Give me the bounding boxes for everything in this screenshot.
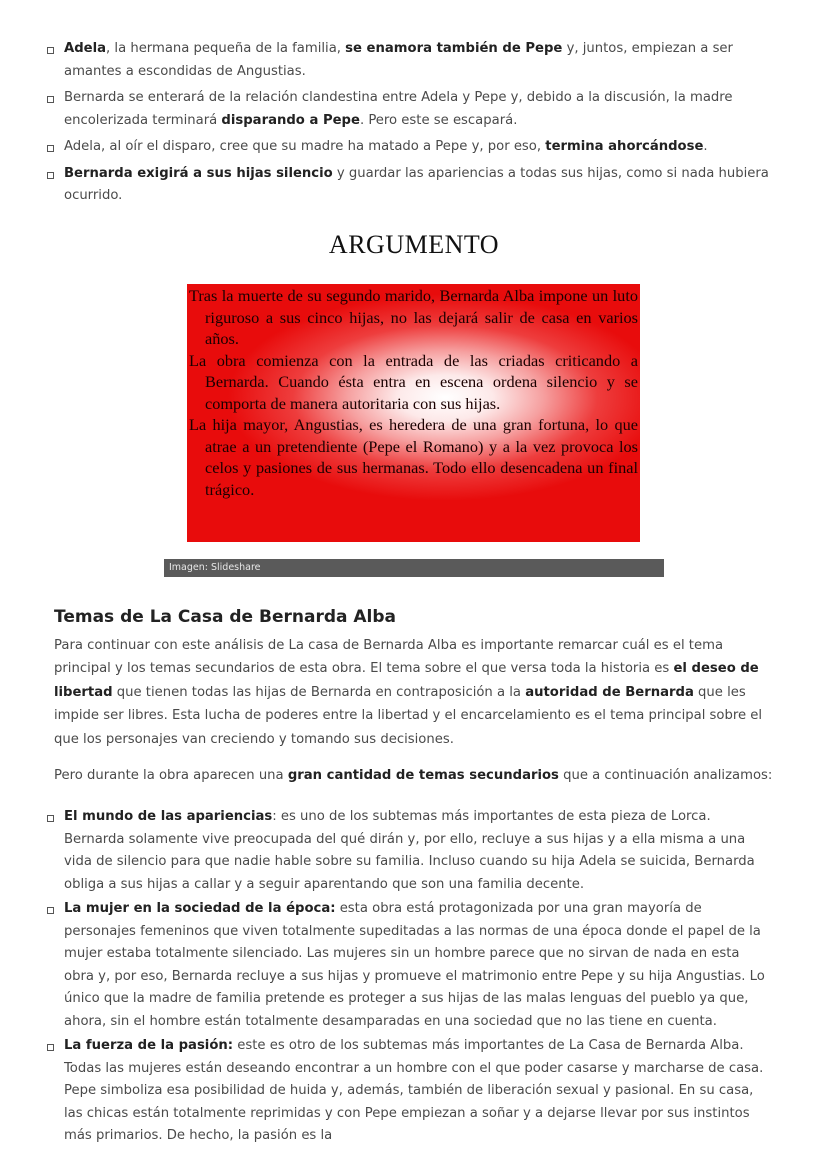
checkbox-bullet-icon [47, 47, 54, 54]
argument-image [187, 284, 640, 542]
checkbox-bullet-icon [47, 145, 54, 152]
section-title: Temas de La Casa de Bernarda Alba [54, 607, 397, 627]
themes-list [0, 806, 828, 1150]
checkbox-bullet-icon [47, 815, 54, 822]
secondary-themes-intro: Pero durante la obra aparecen una gran cantidad de temas secundarios que a continuación analizamos: [54, 768, 773, 783]
argument-paragraph: La hija mayor, Angustias, es heredera de una gran fortuna, lo que atrae a un pretendiente (Pepe el Romano) y a la vez provoca los celos y pasiones de sus hermanas. Todo ello desencadena un final trágico. [189, 415, 638, 499]
image-caption: Imagen: Slideshare [164, 559, 664, 577]
list-item: Adela, al oír el disparo, cree que su madre ha matado a Pepe y, por eso, termina ahorcándose. [0, 136, 828, 159]
list-item: Bernarda se enterará de la relación clandestina entre Adela y Pepe y, debido a la discusión, la madre encolerizada terminará disparando a Pepe. Pero este se escapará. [0, 87, 828, 132]
plot-summary-list [0, 38, 828, 212]
list-item: Adela, la hermana pequeña de la familia, se enamora también de Pepe y, juntos, empiezan a ser amantes a escondidas de Angustias. [0, 38, 828, 83]
checkbox-bullet-icon [47, 172, 54, 179]
list-item: Bernarda exigirá a sus hijas silencio y guardar las apariencias a todas sus hijas, como si nada hubiera ocurrido. [0, 163, 828, 208]
list-item: La mujer en la sociedad de la época: esta obra está protagonizada por una gran mayoría de personajes femeninos que viven totalmente supeditadas a las normas de una época donde el papel de la mujer estaba totalmente silenciado. Las mujeres sin un hombre parece que no sirvan de nada en esta obra y, por eso, Bernarda recluye a sus hijas y promueve el matrimonio entre Pepe y su hija Angustias. Lo único que la madre de familia pretende es proteger a sus hijas de las malas lenguas del pueblo ya que, ahora, sin el hombre están totalmente desamparadas en una sociedad que no las tiene en cuenta. [0, 898, 828, 1033]
checkbox-bullet-icon [47, 96, 54, 103]
intro-paragraph: Para continuar con este análisis de La casa de Bernarda Alba es importante remarcar cuál es el tema principal y los temas secundarios de esta obra. El tema sobre el que versa toda la historia es el deseo de libertad que tienen todas las hijas de Bernarda en contraposición a la autoridad de Bernarda que les impide ser libres. Esta lucha de poderes entre la libertad y el encarcelamiento es el tema principal sobre el que los personajes van creciendo y tomando sus decisiones. [54, 638, 763, 747]
argument-paragraph: Tras la muerte de su segundo marido, Bernarda Alba impone un luto riguroso a sus cinco hijas, no las dejará salir de casa en varios años. [189, 286, 638, 348]
argument-title: ARGUMENTO [328, 230, 500, 259]
checkbox-bullet-icon [47, 907, 54, 914]
argument-paragraph: La obra comienza con la entrada de las criadas criticando a Bernarda. Cuando ésta entra en escena ordena silencio y se comporta de manera autoritaria con sus hijas. [189, 350, 638, 413]
list-item: El mundo de las apariencias: es uno de los subtemas más importantes de esta pieza de Lorca. Bernarda solamente vive preocupada del qué dirán y, por ello, recluye a sus hijas y a ella misma a una vida de silencio para que nadie hable sobre su familia. Incluso cuando su hija Adela se suicida, Bernarda obliga a sus hijas a callar y a seguir aparentando que son una familia decente. [0, 806, 828, 896]
checkbox-bullet-icon [47, 1044, 54, 1051]
list-item: La fuerza de la pasión: este es otro de los subtemas más importantes de La Casa de Bernarda Alba. Todas las mujeres están deseando encontrar a un hombre con el que poder casarse y marcharse de casa. Pepe simboliza esa posibilidad de huida y, además, también de liberación sexual y pasional. En su casa, las chicas están totalmente reprimidas y con Pepe empiezan a soñar y a dejarse llevar por sus instintos más primarios. De hecho, la pasión es la [0, 1035, 828, 1148]
